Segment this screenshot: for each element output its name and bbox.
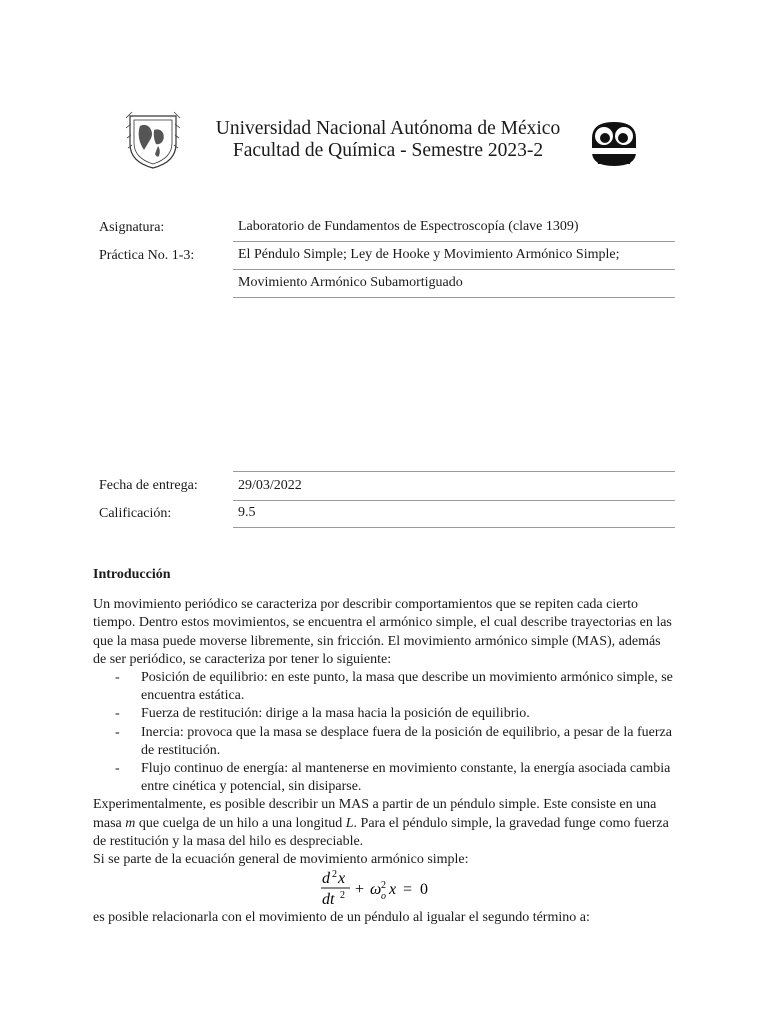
delivery-info-table xyxy=(99,471,675,527)
list-item xyxy=(93,669,677,705)
eq-den: dt xyxy=(322,891,335,909)
faculty-name: Facultad de Química - Semestre 2023-2 xyxy=(232,140,544,161)
course-info-table xyxy=(99,213,675,297)
bullet-dash: - xyxy=(115,670,120,686)
practice-label: Práctica No. 1-3: xyxy=(99,248,195,263)
bullet-dash: - xyxy=(115,761,120,777)
bullet-dash: - xyxy=(115,724,120,740)
list-item xyxy=(93,705,677,723)
section-title: Introducción xyxy=(93,567,171,582)
unam-crest-icon xyxy=(124,108,182,170)
institution-title xyxy=(198,118,578,162)
practice-value: El Péndulo Simple; Ley de Hooke y Movimiento Armónico Simple; xyxy=(233,241,675,270)
intro-paragraph: Un movimiento periódico se caracteriza por describir comportamientos que se repiten cada cierto tiempo. Dentro estos movimientos, se encuentra el armónico simple, el cual describe trayectorias en las que la masa puede moverse libremente, sin fricción. El movimiento armónico simple (MAS), además de ser periódico, se caracteriza por tener lo siguiente: xyxy=(93,597,672,667)
list-item-text: Flujo continuo de energía: al mantenerse en movimiento constante, la energía asociada cambia entre cinética y potencial, sin disiparse. xyxy=(141,761,671,795)
list-item-text: Fuerza de restitución: dirige a la masa hacia la posición de equilibrio. xyxy=(141,706,530,722)
eq-omega: ω xyxy=(370,881,382,899)
eq-num-d: d xyxy=(322,870,330,888)
list-item xyxy=(93,724,677,760)
pendulum-text-c: . Para el péndulo simple, la gravedad funge como fuerza de restitución y la masa del hilo es despreciable. xyxy=(93,815,669,849)
list-item-text: Posición de equilibrio: en este punto, la masa que describe un movimiento armónico simple, se encuentra estática. xyxy=(141,670,673,704)
list-item xyxy=(93,760,677,796)
practice-row xyxy=(99,241,675,269)
eq-num-exp: 2 xyxy=(332,869,337,881)
eq-num-x: x xyxy=(338,870,346,888)
delivery-row xyxy=(99,471,675,499)
eq-den-exp: 2 xyxy=(340,890,345,902)
relation-paragraph: es posible relacionarla con el movimiento de un péndulo al igualar el segundo término a: xyxy=(93,910,590,926)
owl-logo-icon xyxy=(586,118,642,170)
document-header xyxy=(124,108,644,178)
mass-symbol: m xyxy=(125,815,136,831)
pendulum-text-a: Experimentalmente, es posible describir un MAS a partir de un péndulo simple. Este consiste en una masa xyxy=(93,797,657,831)
eq-plus: + xyxy=(355,881,365,899)
introduction-section xyxy=(93,566,677,927)
characteristics-list xyxy=(93,669,677,796)
practice-value-continued: Movimiento Armónico Subamortiguado xyxy=(233,269,675,298)
grade-value: 9.5 xyxy=(233,499,675,528)
pendulum-text-b: que cuelga de un hilo a una longitud xyxy=(135,815,346,831)
course-value: Laboratorio de Fundamentos de Espectroscopía (clave 1309) xyxy=(233,213,675,242)
pendulum-paragraph xyxy=(93,796,677,851)
eq-zero: 0 xyxy=(420,881,428,899)
equation-intro: Si se parte de la ecuación general de movimiento armónico simple: xyxy=(93,852,469,868)
bullet-dash: - xyxy=(115,706,120,722)
course-label: Asignatura: xyxy=(99,220,165,235)
eq-omega-exp: 2 xyxy=(381,880,386,892)
eq-equals: = xyxy=(403,881,413,899)
shm-equation xyxy=(93,869,677,909)
delivery-label: Fecha de entrega: xyxy=(99,478,198,493)
university-name: Universidad Nacional Autónoma de México xyxy=(215,118,561,139)
course-row xyxy=(99,213,675,241)
grade-row xyxy=(99,499,675,527)
delivery-value: 29/03/2022 xyxy=(233,471,675,501)
eq-x: x xyxy=(389,881,397,899)
list-item-text: Inercia: provoca que la masa se desplace fuera de la posición de equilibrio, a pesar de la fuerza de restitución. xyxy=(141,724,672,758)
eq-omega-sub: o xyxy=(381,891,386,903)
grade-label: Calificación: xyxy=(99,506,172,521)
length-symbol: L xyxy=(345,815,354,831)
practice-row-continued xyxy=(99,269,675,297)
